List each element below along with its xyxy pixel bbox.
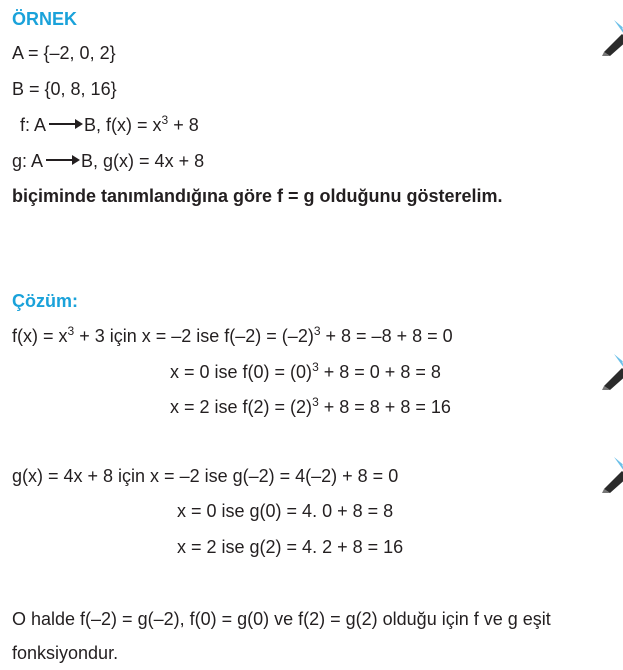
f-def-exponent: 3: [161, 113, 169, 127]
pencil-icon: [600, 352, 623, 392]
conclusion-line-1: O halde f(–2) = g(–2), f(0) = g(0) ve f(2) = g(2) olduğu için f ve g eşit: [12, 609, 551, 629]
f-line-1-lead-tail: + 3 için x = –2 ise f(–2) = (–2): [74, 326, 314, 346]
function-g-definition: [12, 150, 204, 172]
arrow-icon: [49, 119, 83, 129]
pencil-icon: [600, 455, 623, 495]
arrow-icon: [46, 155, 80, 165]
set-b-definition: B = {0, 8, 16}: [12, 79, 117, 99]
f-line-1: [12, 325, 453, 347]
g-def-prefix: g: A: [12, 151, 44, 171]
f-line-2: [170, 361, 441, 383]
f-def-suffix: + 8: [168, 115, 199, 135]
f-line-1-lead-exponent: 3: [67, 324, 75, 338]
g-line-2: x = 0 ise g(0) = 4. 0 + 8 = 8: [177, 501, 394, 521]
solution-heading: Çözüm:: [12, 291, 78, 311]
f-line-2-tail: + 8 = 0 + 8 = 8: [318, 362, 441, 382]
g-line-1: g(x) = 4x + 8 için x = –2 ise g(–2) = 4(–2) + 8 = 0: [12, 466, 399, 486]
f-line-3-tail: + 8 = 8 + 8 = 16: [318, 397, 451, 417]
f-line-3-exponent: 3: [312, 395, 319, 409]
set-a-definition: A = {–2, 0, 2}: [12, 43, 116, 63]
f-line-3: [170, 396, 451, 418]
f-line-1-tail: + 8 = –8 + 8 = 0: [320, 326, 453, 346]
pencil-icon: [600, 18, 623, 58]
function-f-definition: [20, 114, 199, 136]
example-statement: biçiminde tanımlandığına göre f = g olduğunu gösterelim.: [12, 186, 503, 206]
g-line-3: x = 2 ise g(2) = 4. 2 + 8 = 16: [177, 537, 404, 557]
f-line-1-lead: f(x) = x: [12, 326, 68, 346]
f-line-2-exponent: 3: [312, 360, 319, 374]
f-def-middle: B, f(x) = x: [84, 115, 162, 135]
g-def-suffix: B, g(x) = 4x + 8: [81, 151, 205, 171]
conclusion-line-2: fonksiyondur.: [12, 643, 119, 663]
f-line-3-text: x = 2 ise f(2) = (2): [170, 397, 313, 417]
f-def-prefix: f: A: [20, 115, 47, 135]
example-heading: ÖRNEK: [12, 9, 78, 29]
f-line-1-exponent: 3: [313, 324, 321, 338]
f-line-2-text: x = 0 ise f(0) = (0): [170, 362, 313, 382]
